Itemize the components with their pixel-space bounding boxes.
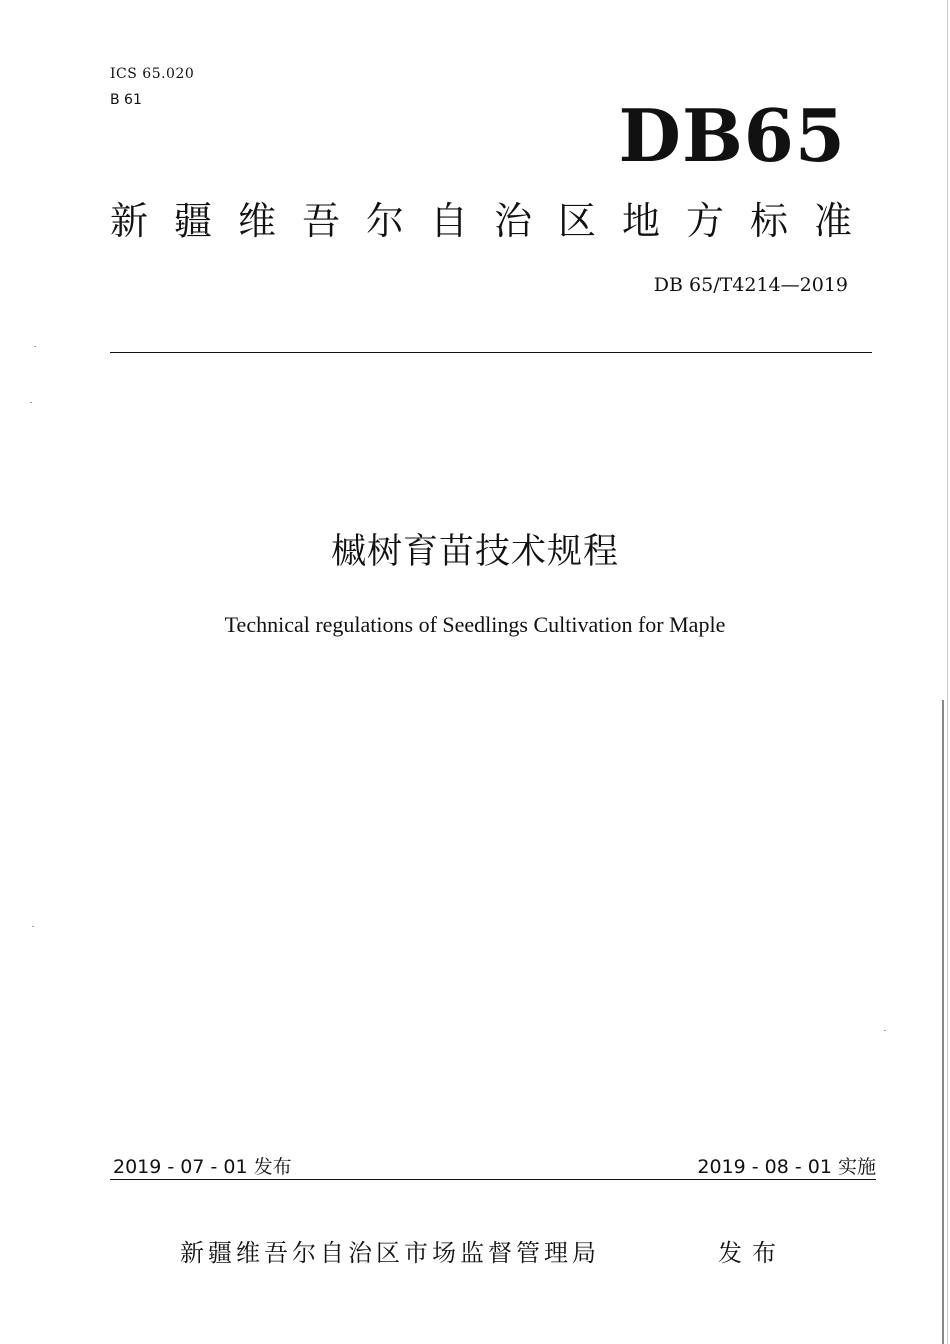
document-title-chinese: 槭树育苗技术规程 [330, 532, 619, 572]
scan-speck [32, 926, 34, 927]
issuing-authority: 新疆维吾尔自治区市场监督管理局 [180, 1239, 600, 1267]
scan-speck [884, 1030, 886, 1031]
footer-divider [110, 1179, 876, 1180]
effective-date: 2019 - 08 - 01 实施 [697, 1156, 876, 1178]
ccs-code: B 61 [110, 92, 142, 108]
header-divider [110, 352, 872, 353]
standard-type-heading: 新疆维吾尔自治区地方标准 [110, 199, 879, 243]
standard-number: DB 65/T4214—2019 [653, 274, 848, 296]
publish-date: 2019 - 07 - 01 发布 [113, 1156, 292, 1178]
page-edge-line [947, 0, 948, 1344]
binding-edge-line [942, 700, 944, 1344]
document-title-english: Technical regulations of Seedlings Cultivation for Maple [224, 612, 726, 637]
db65-logo: DB65 [618, 93, 846, 178]
scan-speck [30, 402, 32, 403]
ics-code: ICS 65.020 [110, 66, 195, 82]
scan-speck [34, 346, 36, 347]
issue-label: 发布 [718, 1239, 786, 1267]
